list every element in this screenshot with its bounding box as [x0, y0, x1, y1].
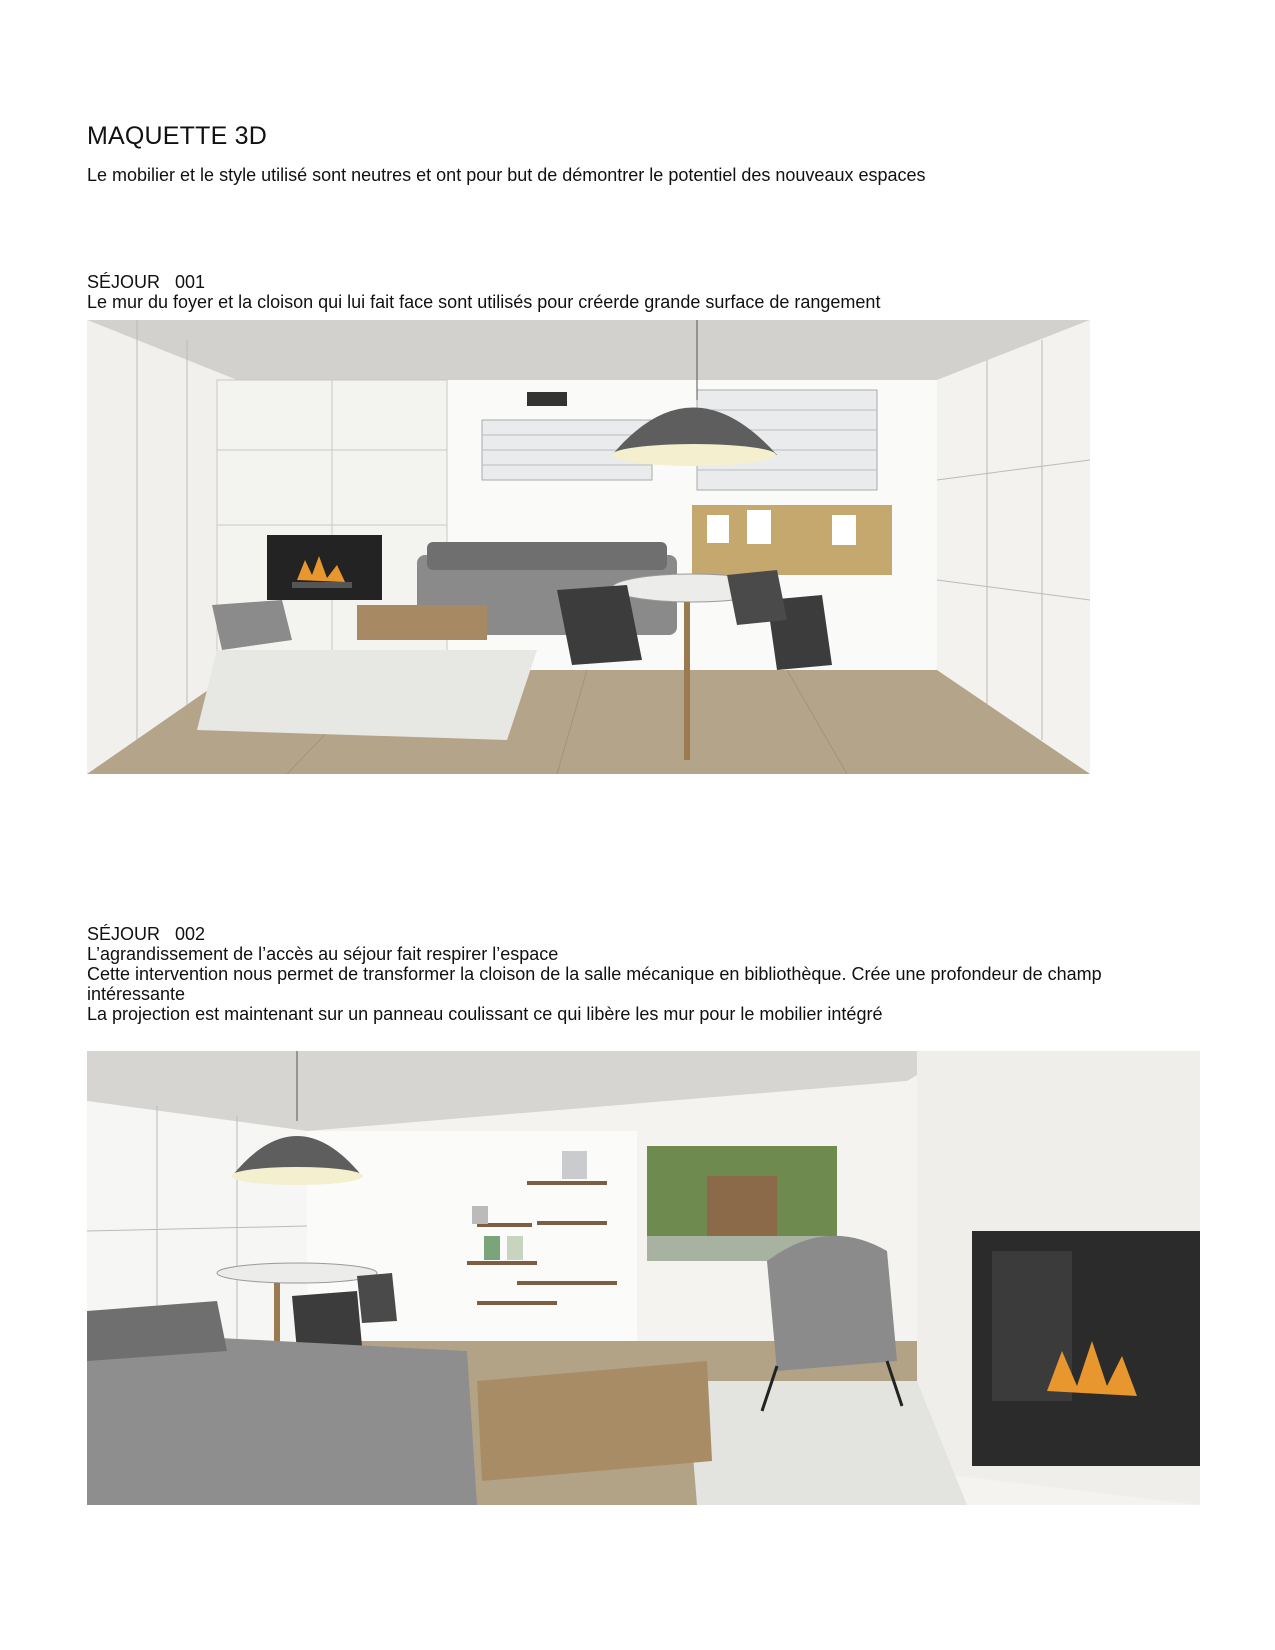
living-room-render-image [87, 320, 1090, 774]
section-description-line: La projection est maintenant sur un panneau coulissant ce qui libère les mur pour le mobilier intégré [87, 1004, 883, 1024]
section-description-line: Cette intervention nous permet de transformer la cloison de la salle mécanique en bibliothèque. Crée une profondeur de champ intéressante [87, 964, 1102, 1004]
page-title: MAQUETTE 3D [87, 122, 267, 150]
section-description: Le mur du foyer et la cloison qui lui fait face sont utilisés pour créerde grande surface de rangement [87, 292, 881, 312]
render-sejour-001 [87, 320, 1090, 774]
section-heading: SÉJOUR 001 [87, 272, 206, 292]
living-room-render-image-2 [87, 1051, 1200, 1505]
section-sejour-001 [87, 272, 880, 312]
section-sejour-002 [87, 924, 1197, 1024]
section-description-line: L’agrandissement de l’accès au séjour fait respirer l’espace [87, 944, 559, 964]
section-heading: SÉJOUR 002 [87, 924, 206, 944]
page-subtitle: Le mobilier et le style utilisé sont neutres et ont pour but de démontrer le potentiel des nouveaux espaces [87, 165, 926, 185]
render-sejour-002 [87, 1051, 1200, 1505]
